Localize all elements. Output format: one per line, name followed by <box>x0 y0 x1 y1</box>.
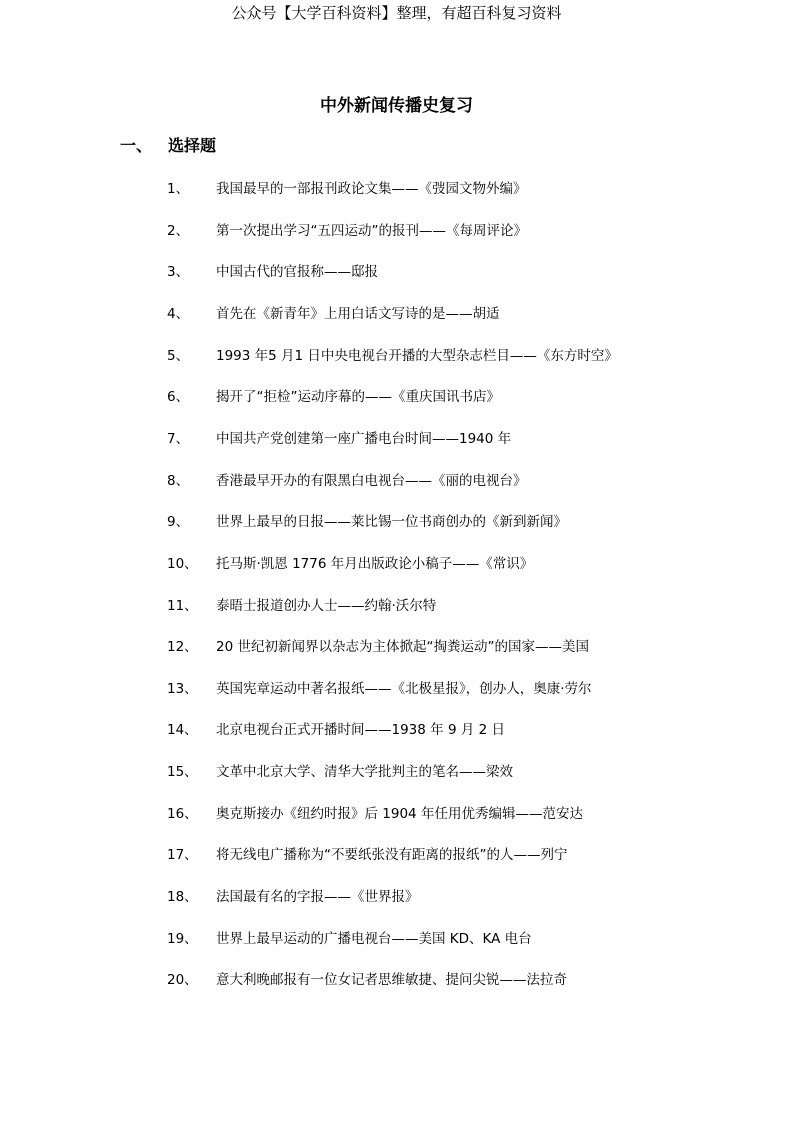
item-text: 北京电视台正式开播时间——1938 年 9 月 2 日 <box>216 722 505 739</box>
item-text: 意大利晚邮报有一位女记者思维敏捷、提问尖锐——法拉奇 <box>216 972 567 989</box>
item-number: 17、 <box>167 847 198 864</box>
item-text: 世界上最早的日报——莱比锡一位书商创办的《新到新闻》 <box>216 514 567 531</box>
item-number: 3、 <box>167 264 190 281</box>
item-number: 12、 <box>167 639 198 656</box>
item-text: 中国共产党创建第一座广播电台时间——1940 年 <box>216 430 512 447</box>
list-item <box>167 635 589 655</box>
item-text: 香港最早开办的有限黑白电视台——《丽的电视台》 <box>216 472 527 489</box>
item-number: 9、 <box>167 514 190 531</box>
list-item <box>167 427 511 447</box>
item-text: 1993 年5 月1 日中央电视台开播的大型杂志栏目——《东方时空》 <box>216 347 618 364</box>
list-item <box>167 302 500 322</box>
item-text: 中国古代的官报称——邸报 <box>216 264 378 281</box>
item-number: 18、 <box>167 889 198 906</box>
item-text: 法国最有名的字报——《世界报》 <box>216 889 419 906</box>
item-number: 5、 <box>167 347 190 364</box>
item-number: 2、 <box>167 222 190 239</box>
item-number: 13、 <box>167 680 198 697</box>
list-item <box>167 802 583 822</box>
page-header: 公众号【大学百科资料】整理，有超百科复习资料 <box>231 4 562 22</box>
list-item <box>167 718 505 738</box>
item-number: 1、 <box>167 181 190 197</box>
item-number: 4、 <box>167 305 190 322</box>
item-text: 第一次提出学习“五四运动”的报刊——《每周评论》 <box>216 222 527 239</box>
item-number: 7、 <box>167 430 190 447</box>
item-number: 11、 <box>167 597 198 614</box>
list-item <box>167 594 436 614</box>
item-text: 托马斯·凯恩 1776 年月出版政论小稿子——《常识》 <box>216 555 534 572</box>
item-text: 揭开了“拒检”运动序幕的——《重庆国讯书店》 <box>216 389 500 406</box>
list-item <box>167 760 513 780</box>
item-text: 我国最早的一部报刊政论文集——《弢园文物外编》 <box>216 181 527 197</box>
item-text: 英国宪章运动中著名报纸——《北极星报》，创办人，奥康·劳尔 <box>216 680 592 697</box>
list-item <box>167 344 618 364</box>
item-text: 首先在《新青年》上用白话文写诗的是——胡适 <box>216 305 500 322</box>
list-item <box>167 177 527 197</box>
item-text: 20 世纪初新闻界以杂志为主体掀起“掏粪运动”的国家——美国 <box>216 639 589 656</box>
item-number: 15、 <box>167 764 198 781</box>
item-number: 19、 <box>167 930 198 947</box>
section-heading <box>120 133 216 156</box>
item-text: 文革中北京大学、清华大学批判主的笔名——梁效 <box>216 764 513 781</box>
list-item <box>167 968 567 988</box>
item-number: 6、 <box>167 389 190 406</box>
list-item <box>167 927 532 947</box>
list-item <box>167 260 378 280</box>
list-item <box>167 385 500 405</box>
item-text: 将无线电广播称为“不要纸张没有距离的报纸”的人——列宁 <box>216 847 568 864</box>
item-number: 14、 <box>167 722 198 739</box>
list-item <box>167 885 419 905</box>
item-text: 世界上最早运动的广播电视台——美国 KD、KA 电台 <box>216 930 532 947</box>
item-number: 8、 <box>167 472 190 489</box>
list-item <box>167 677 592 697</box>
item-number: 20、 <box>167 972 198 989</box>
item-text: 泰晤士报道创办人士——约翰·沃尔特 <box>216 597 437 614</box>
item-number: 16、 <box>167 805 198 822</box>
section-label: 选择题 <box>168 136 217 155</box>
list-item <box>167 552 533 572</box>
list-item <box>167 510 567 530</box>
item-number: 10、 <box>167 555 198 572</box>
list-item <box>167 219 527 239</box>
list-item <box>167 843 568 863</box>
document-title: 中外新闻传播史复习 <box>320 96 473 116</box>
item-text: 奥克斯接办《纽约时报》后 1904 年任用优秀编辑——范安达 <box>216 805 583 822</box>
section-number: 一、 <box>120 136 153 155</box>
list-item <box>167 469 527 489</box>
